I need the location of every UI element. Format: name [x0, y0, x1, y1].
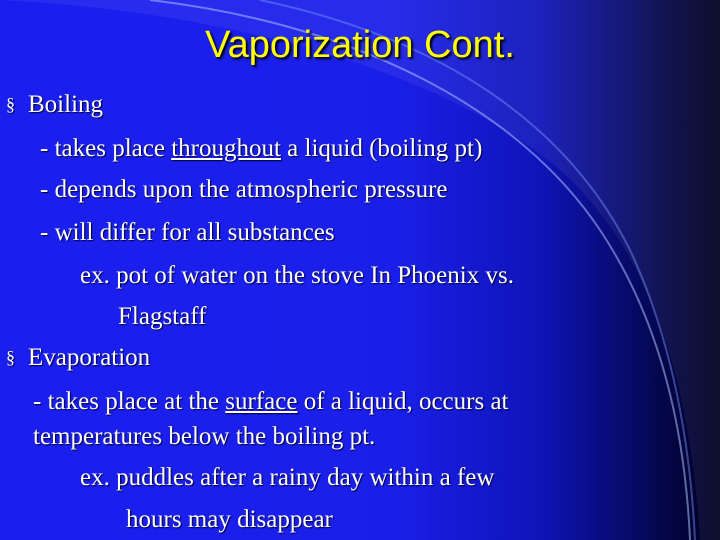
evaporation-line-1: [33, 387, 509, 417]
boiling-example-line-1: ex. pot of water on the stove In Phoenix vs.: [80, 262, 514, 289]
boiling-line-1-post: a liquid (boiling pt): [280, 135, 483, 162]
boiling-line-2: - depends upon the atmospheric pressure: [40, 176, 448, 203]
boiling-line-1-pre: - takes place: [40, 135, 172, 162]
boiling-example-line-2: Flagstaff: [118, 303, 207, 330]
slide-title: Vaporization Cont.: [205, 24, 515, 66]
evaporation-example-line-2: hours may disappear: [126, 506, 333, 533]
bullet-boiling: [6, 89, 103, 120]
bullet-icon: §: [6, 347, 15, 367]
evaporation-heading: Evaporation: [28, 344, 151, 371]
boiling-line-3: - will differ for all substances: [40, 219, 335, 246]
evaporation-example-line-1: ex. puddles after a rainy day within a few: [80, 464, 495, 491]
evaporation-line-2: temperatures below the boiling pt.: [33, 423, 376, 450]
evaporation-line-1-post: of a liquid, occurs at: [297, 388, 509, 415]
evaporation-line-1-pre: - takes place at the: [33, 388, 226, 415]
boiling-line-1-underlined: throughout: [171, 135, 281, 162]
boiling-heading: Boiling: [28, 91, 104, 118]
bullet-icon: §: [6, 94, 15, 114]
boiling-line-1: [40, 134, 482, 164]
evaporation-line-1-underlined: surface: [225, 388, 298, 415]
bullet-evaporation: [6, 342, 150, 373]
